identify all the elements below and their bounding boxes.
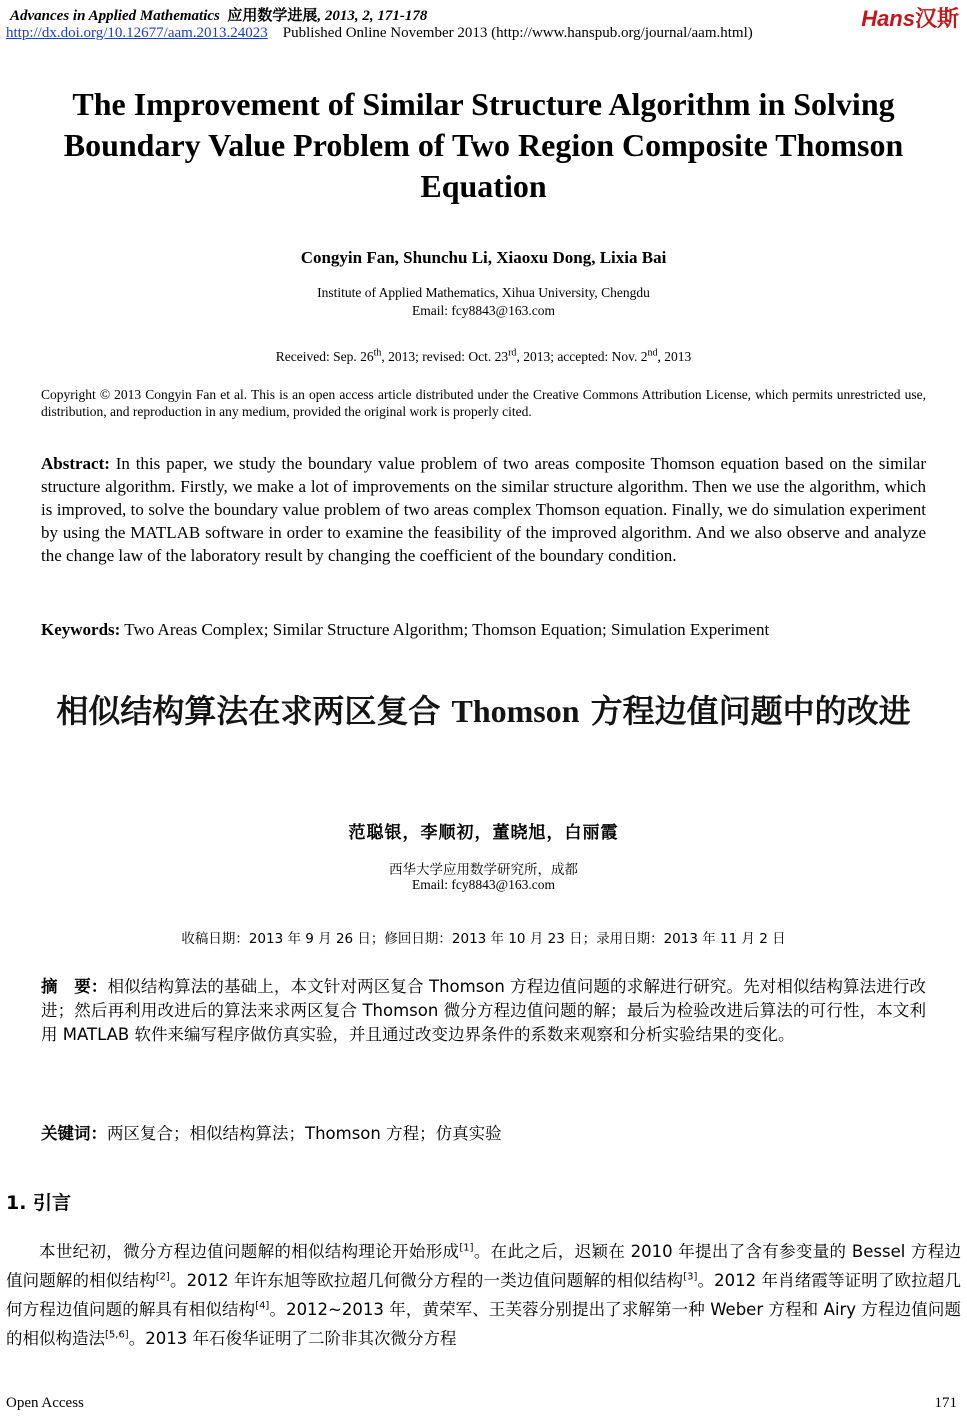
ordinal-sup: rd: [508, 347, 517, 359]
keywords-cn: [41, 1120, 926, 1144]
body-segment: 。2012 年许东旭等欧拉超几何微分方程的一类边值问题解的相似结构: [169, 1271, 684, 1290]
title-cn-part2: 方程边值问题中的改进: [579, 692, 911, 730]
body-segment: 。2012~2013 年，黄荣军、王芙蓉分别提出了求解第一种 Weber 方程和 Airy 方程边值问题的相似构造法: [6, 1300, 961, 1348]
section-heading: 1. 引言: [6, 1192, 72, 1214]
doi-link[interactable]: http://dx.doi.org/10.12677/aam.2013.24023: [6, 25, 268, 41]
body-segment: 本世纪初，微分方程边值问题解的相似结构理论开始形成: [39, 1242, 460, 1261]
volume-pages: , 2013, 2, 171-178: [317, 8, 428, 24]
keywords-en: [41, 620, 926, 640]
year: , 2013: [657, 349, 692, 364]
abstract-cn-label: 摘 要：: [41, 977, 108, 996]
authors-cn: 范聪银，李顺初，董晓旭，白丽霞: [348, 823, 619, 843]
journal-name-cn: 应用数学进展: [227, 8, 318, 24]
citation[interactable]: [1]: [459, 1242, 474, 1254]
abstract-cn-text: 相似结构算法的基础上，本文针对两区复合 Thomson 方程边值问题的求解进行研究。先对相似结构算法进行改进；然后再利用改进后的算法来求两区复合 Thomson 微分方程边值问题的解；最后为检验改进后算法的可行性，本文利用 MATLAB 软件来编写程序做仿真实验，并且通过改变边界条件的系数来观察和分析实验结果的变化。: [41, 977, 927, 1044]
ordinal-sup: th: [373, 347, 382, 359]
keywords-cn-label: 关键词：: [41, 1124, 107, 1143]
abstract-en: [41, 452, 926, 567]
abstract-label: Abstract:: [41, 454, 110, 473]
citation[interactable]: [2]: [155, 1271, 170, 1283]
email-en: Email: fcy8843@163.com: [412, 303, 555, 318]
citation[interactable]: [4]: [255, 1300, 270, 1312]
title-cn-part1: 相似结构算法在求两区复合: [56, 692, 452, 730]
published-info: Published Online November 2013 (http://www.hanspub.org/journal/aam.html): [282, 25, 753, 41]
keywords-cn-text: 两区复合；相似结构算法；Thomson 方程；仿真实验: [107, 1124, 502, 1143]
body-segment: 。2012 年肖绪霞等证明了欧拉超几何方程边值问题的解具有相似结构: [6, 1271, 961, 1319]
affiliation-en: Institute of Applied Mathematics, Xihua University, Chengdu: [317, 285, 650, 300]
abstract-cn: [41, 975, 926, 1047]
received-dates-cn: 收稿日期：2013 年 9 月 26 日；修回日期：2013 年 10 月 23 日；录用日期：2013 年 11 月 2 日: [181, 931, 786, 947]
logo-cn: 汉斯: [914, 7, 959, 32]
citation[interactable]: [5,6]: [105, 1329, 129, 1341]
body-segment: 。2013 年石俊华证明了二阶非其次微分方程: [128, 1329, 457, 1348]
publisher-logo: [861, 2, 959, 33]
revised-date: , 2013; revised: Oct. 23: [381, 349, 509, 364]
footer-open-access: Open Access: [6, 1395, 84, 1411]
copyright-notice: Copyright © 2013 Congyin Fan et al. This is an open access article distributed under the Creative Commons Attribution License, which permits unrestricted use, distribution, and reproduction in any medium, provided the original work is properly cited.: [41, 387, 926, 419]
page-number: 171: [934, 1395, 957, 1411]
journal-header: [10, 4, 427, 25]
accepted-date: , 2013; accepted: Nov. 2: [516, 349, 648, 364]
body-text: [6, 1237, 961, 1353]
email-cn: Email: fcy8843@163.com: [412, 877, 555, 892]
keywords-text: Two Areas Complex; Similar Structure Algorithm; Thomson Equation; Simulation Experiment: [120, 620, 770, 639]
paragraph: [6, 1237, 961, 1353]
journal-name: Advances in Applied Mathematics: [10, 8, 220, 24]
ordinal-sup: nd: [647, 347, 658, 359]
affiliation-cn: 西华大学应用数学研究所，成都: [389, 862, 578, 878]
keywords-label: Keywords:: [41, 620, 121, 639]
paper-title-cn: [30, 687, 937, 735]
citation[interactable]: [3]: [683, 1271, 698, 1283]
authors-en: Congyin Fan, Shunchu Li, Xiaoxu Dong, Lixia Bai: [300, 248, 667, 267]
title-cn-latin: Thomson: [451, 693, 580, 729]
received-date: Received: Sep. 26: [275, 349, 374, 364]
logo-text: Hans: [861, 6, 915, 31]
paper-title-en: The Improvement of Similar Structure Algorithm in Solving Boundary Value Problem of Two Region Composite Thomson Equation: [63, 86, 904, 204]
body-segment: 。在此之后，迟颖在 2010 年提出了含有参变量的 Bessel 方程边值问题解的相似结构: [6, 1242, 962, 1290]
received-dates-en: [0, 349, 967, 365]
header-line2: [6, 25, 753, 42]
abstract-text: In this paper, we study the boundary value problem of two areas composite Thomson equation based on the similar structure algorithm. Firstly, we make a lot of improvements on the similar structure algorithm. Then we use the algorithm, which is improved, to solve the boundary value problem of two areas complex Thomson equation. Finally, we do simulation experiment by using the MATLAB software in order to examine the feasibility of the improved algorithm. And we also observe and analyze the change law of the laboratory result by changing the coefficient of the boundary condition.: [41, 454, 926, 565]
